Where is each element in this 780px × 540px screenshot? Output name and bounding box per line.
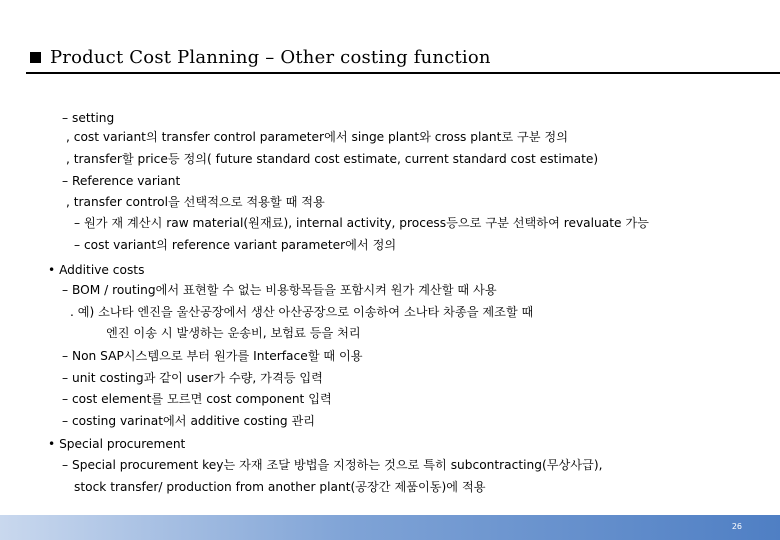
- text-line: – unit costing과 같이 user가 수량, 가격등 입력: [62, 371, 323, 385]
- text-line: • Additive costs: [48, 263, 145, 277]
- text-line: – cost variant의 reference variant parameter에서 정의: [74, 238, 397, 252]
- text-line: – costing varinat에서 additive costing 관리: [62, 414, 316, 428]
- text-line: – Non SAP시스템으로 부터 원가를 Interface할 때 이용: [62, 349, 363, 363]
- text-line: 엔진 이송 시 발생하는 운송비, 보험료 등을 처리: [106, 326, 361, 340]
- text-line: – cost element를 모르면 cost component 입력: [62, 392, 332, 406]
- text-line: – 원가 재 계산시 raw material(원재료), internal activity, process등으로 구분 선택하여 revaluate 가능: [74, 216, 649, 230]
- text-line: • Special procurement: [48, 437, 186, 451]
- page-number: 26: [731, 522, 742, 531]
- text-line: , transfer control을 선택적으로 적용할 때 적용: [66, 195, 325, 209]
- title-bullet-icon: [30, 52, 41, 63]
- text-line: , cost variant의 transfer control parameter에서 singe plant와 cross plant로 구분 정의: [66, 130, 568, 144]
- text-line: stock transfer/ production from another plant(공장간 제품이동)에 적용: [74, 480, 486, 494]
- title-bar: [30, 44, 491, 70]
- text-line: – Special procurement key는 자재 조달 방법을 지정하는 것으로 특히 subcontracting(무상사급),: [62, 458, 603, 472]
- title-underline: [26, 72, 780, 74]
- text-line: , transfer할 price등 정의( future standard cost estimate, current standard cost estimate): [66, 152, 599, 166]
- page-title: Product Cost Planning – Other costing function: [50, 46, 491, 68]
- text-line: – setting: [62, 111, 115, 125]
- footer-bar: [0, 515, 780, 540]
- text-line: – Reference variant: [62, 174, 181, 188]
- text-line: . 예) 소나타 엔진을 울산공장에서 생산 아산공장으로 이송하여 소나타 차종을 제조할 때: [70, 305, 534, 319]
- text-line: – BOM / routing에서 표현할 수 없는 비용항목들을 포함시켜 원가 계산할 때 사용: [62, 283, 497, 297]
